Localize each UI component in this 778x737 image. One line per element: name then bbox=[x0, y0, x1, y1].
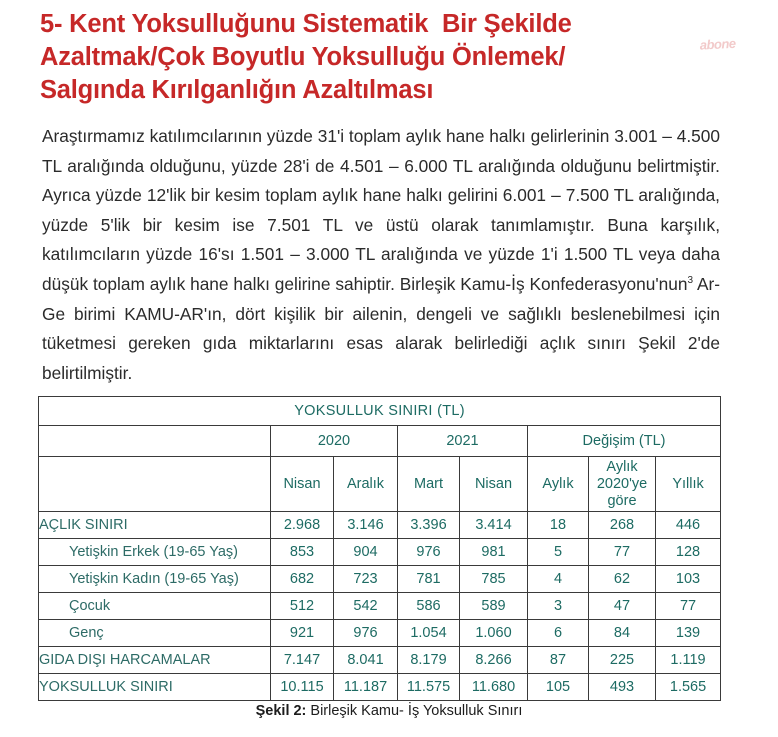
cell-value: 1.060 bbox=[460, 620, 528, 647]
cell-value: 62 bbox=[589, 566, 656, 593]
row-label: GIDA DIŞI HARCAMALAR bbox=[39, 647, 271, 674]
cell-value: 1.119 bbox=[656, 647, 721, 674]
sub-header-spacer bbox=[39, 457, 271, 512]
cell-value: 77 bbox=[589, 539, 656, 566]
group-header-spacer bbox=[39, 426, 271, 457]
paragraph-text-part-1: Araştırmamız katılımcılarının yüzde 31'i toplam aylık hane halkı gelirlerinin 3.001 – 4.500 TL aralığında olduğunu, yüzde 28'i de 4.501 – 6.000 TL aralığında olduğunu belirtmiştir. Ayrıca yüzde 12'lik bir kesim toplam aylık hane halkı gelirini 6.001 – 7.500 TL aralığında, yüzde 5'lik bir kesim ise 7.501 TL ve üstü olarak tanımlamıştır. Buna karşılık, katılımcıların yüzde 16'sı 1.501 – 3.000 TL aralığında ve yüzde 1'i 1.500 TL veya daha düşük toplam aylık hane halkı gelirine sahiptir. Birleşik Kamu-İş Konfederasyonu'nun bbox=[42, 126, 720, 294]
table-row bbox=[39, 647, 721, 674]
row-label: Yetişkin Erkek (19-65 Yaş) bbox=[39, 539, 271, 566]
cell-value: 87 bbox=[528, 647, 589, 674]
table-row bbox=[39, 620, 721, 647]
cell-value: 1.565 bbox=[656, 674, 721, 701]
cell-value: 785 bbox=[460, 566, 528, 593]
cell-value: 4 bbox=[528, 566, 589, 593]
cell-value: 1.054 bbox=[398, 620, 460, 647]
group-header-change: Değişim (TL) bbox=[528, 426, 721, 457]
cell-value: 47 bbox=[589, 593, 656, 620]
cell-value: 2.968 bbox=[271, 512, 334, 539]
cell-value: 589 bbox=[460, 593, 528, 620]
cell-value: 105 bbox=[528, 674, 589, 701]
cell-value: 18 bbox=[528, 512, 589, 539]
row-label: AÇLIK SINIRI bbox=[39, 512, 271, 539]
table-row bbox=[39, 512, 721, 539]
cell-value: 3.414 bbox=[460, 512, 528, 539]
cell-value: 11.187 bbox=[334, 674, 398, 701]
sub-header-nisan-2020: Nisan bbox=[271, 457, 334, 512]
cell-value: 981 bbox=[460, 539, 528, 566]
row-label: Yetişkin Kadın (19-65 Yaş) bbox=[39, 566, 271, 593]
sub-header-aylik-2020ye-gore: Aylık 2020'ye göre bbox=[589, 457, 656, 512]
cell-value: 976 bbox=[334, 620, 398, 647]
cell-value: 3.146 bbox=[334, 512, 398, 539]
cell-value: 8.179 bbox=[398, 647, 460, 674]
sub-header-aralik-2020: Aralık bbox=[334, 457, 398, 512]
cell-value: 3 bbox=[528, 593, 589, 620]
cell-value: 6 bbox=[528, 620, 589, 647]
table-caption: YOKSULLUK SINIRI (TL) bbox=[39, 397, 721, 426]
cell-value: 103 bbox=[656, 566, 721, 593]
figure-caption-text: Birleşik Kamu- İş Yoksulluk Sınırı bbox=[306, 703, 523, 719]
table-row bbox=[39, 539, 721, 566]
footnote-marker: 3 bbox=[687, 275, 694, 287]
cell-value: 682 bbox=[271, 566, 334, 593]
cell-value: 84 bbox=[589, 620, 656, 647]
watermark: abone bbox=[699, 35, 736, 53]
sub-header-aylik: Aylık bbox=[528, 457, 589, 512]
cell-value: 3.396 bbox=[398, 512, 460, 539]
cell-value: 446 bbox=[656, 512, 721, 539]
poverty-line-table-wrapper bbox=[38, 396, 720, 701]
sub-header-yillik: Yıllık bbox=[656, 457, 721, 512]
cell-value: 853 bbox=[271, 539, 334, 566]
paragraph-text-part-2: Ar-Ge birimi KAMU-AR'ın, dört kişilik bir ailenin, dengeli ve sağlıklı beslenebilmesi için tüketmesi gereken gıda miktarlarını esas alarak belirlediği açlık sınırı Şekil 2'de belirtilmiştir. bbox=[42, 273, 720, 383]
row-label: YOKSULLUK SINIRI bbox=[39, 674, 271, 701]
cell-value: 512 bbox=[271, 593, 334, 620]
poverty-line-table bbox=[38, 396, 721, 701]
cell-value: 225 bbox=[589, 647, 656, 674]
page-title-line-1: 5- Kent Yoksulluğunu Sistematik Bir Şekilde bbox=[40, 10, 572, 38]
cell-value: 11.575 bbox=[398, 674, 460, 701]
cell-value: 128 bbox=[656, 539, 721, 566]
table-row bbox=[39, 674, 721, 701]
sub-header-mart-2021: Mart bbox=[398, 457, 460, 512]
table-group-header-row bbox=[39, 426, 721, 457]
cell-value: 904 bbox=[334, 539, 398, 566]
cell-value: 976 bbox=[398, 539, 460, 566]
cell-value: 542 bbox=[334, 593, 398, 620]
row-label: Çocuk bbox=[39, 593, 271, 620]
cell-value: 921 bbox=[271, 620, 334, 647]
cell-value: 7.147 bbox=[271, 647, 334, 674]
cell-value: 10.115 bbox=[271, 674, 334, 701]
cell-value: 723 bbox=[334, 566, 398, 593]
cell-value: 8.041 bbox=[334, 647, 398, 674]
cell-value: 139 bbox=[656, 620, 721, 647]
cell-value: 11.680 bbox=[460, 674, 528, 701]
figure-caption bbox=[0, 703, 778, 719]
cell-value: 268 bbox=[589, 512, 656, 539]
group-header-2021: 2021 bbox=[398, 426, 528, 457]
cell-value: 586 bbox=[398, 593, 460, 620]
group-header-2020: 2020 bbox=[271, 426, 398, 457]
cell-value: 8.266 bbox=[460, 647, 528, 674]
cell-value: 77 bbox=[656, 593, 721, 620]
cell-value: 493 bbox=[589, 674, 656, 701]
cell-value: 781 bbox=[398, 566, 460, 593]
figure-caption-label: Şekil 2: bbox=[255, 703, 307, 719]
cell-value: 5 bbox=[528, 539, 589, 566]
body-paragraph bbox=[42, 122, 720, 388]
table-row bbox=[39, 566, 721, 593]
page-title-line-2: Azaltmak/Çok Boyutlu Yoksulluğu Önlemek/ bbox=[40, 43, 566, 71]
table-sub-header-row bbox=[39, 457, 721, 512]
page-title bbox=[40, 8, 740, 107]
table-caption-row bbox=[39, 397, 721, 426]
row-label: Genç bbox=[39, 620, 271, 647]
sub-header-nisan-2021: Nisan bbox=[460, 457, 528, 512]
page-title-line-3: Salgında Kırılganlığın Azaltılması bbox=[40, 76, 434, 104]
table-row bbox=[39, 593, 721, 620]
